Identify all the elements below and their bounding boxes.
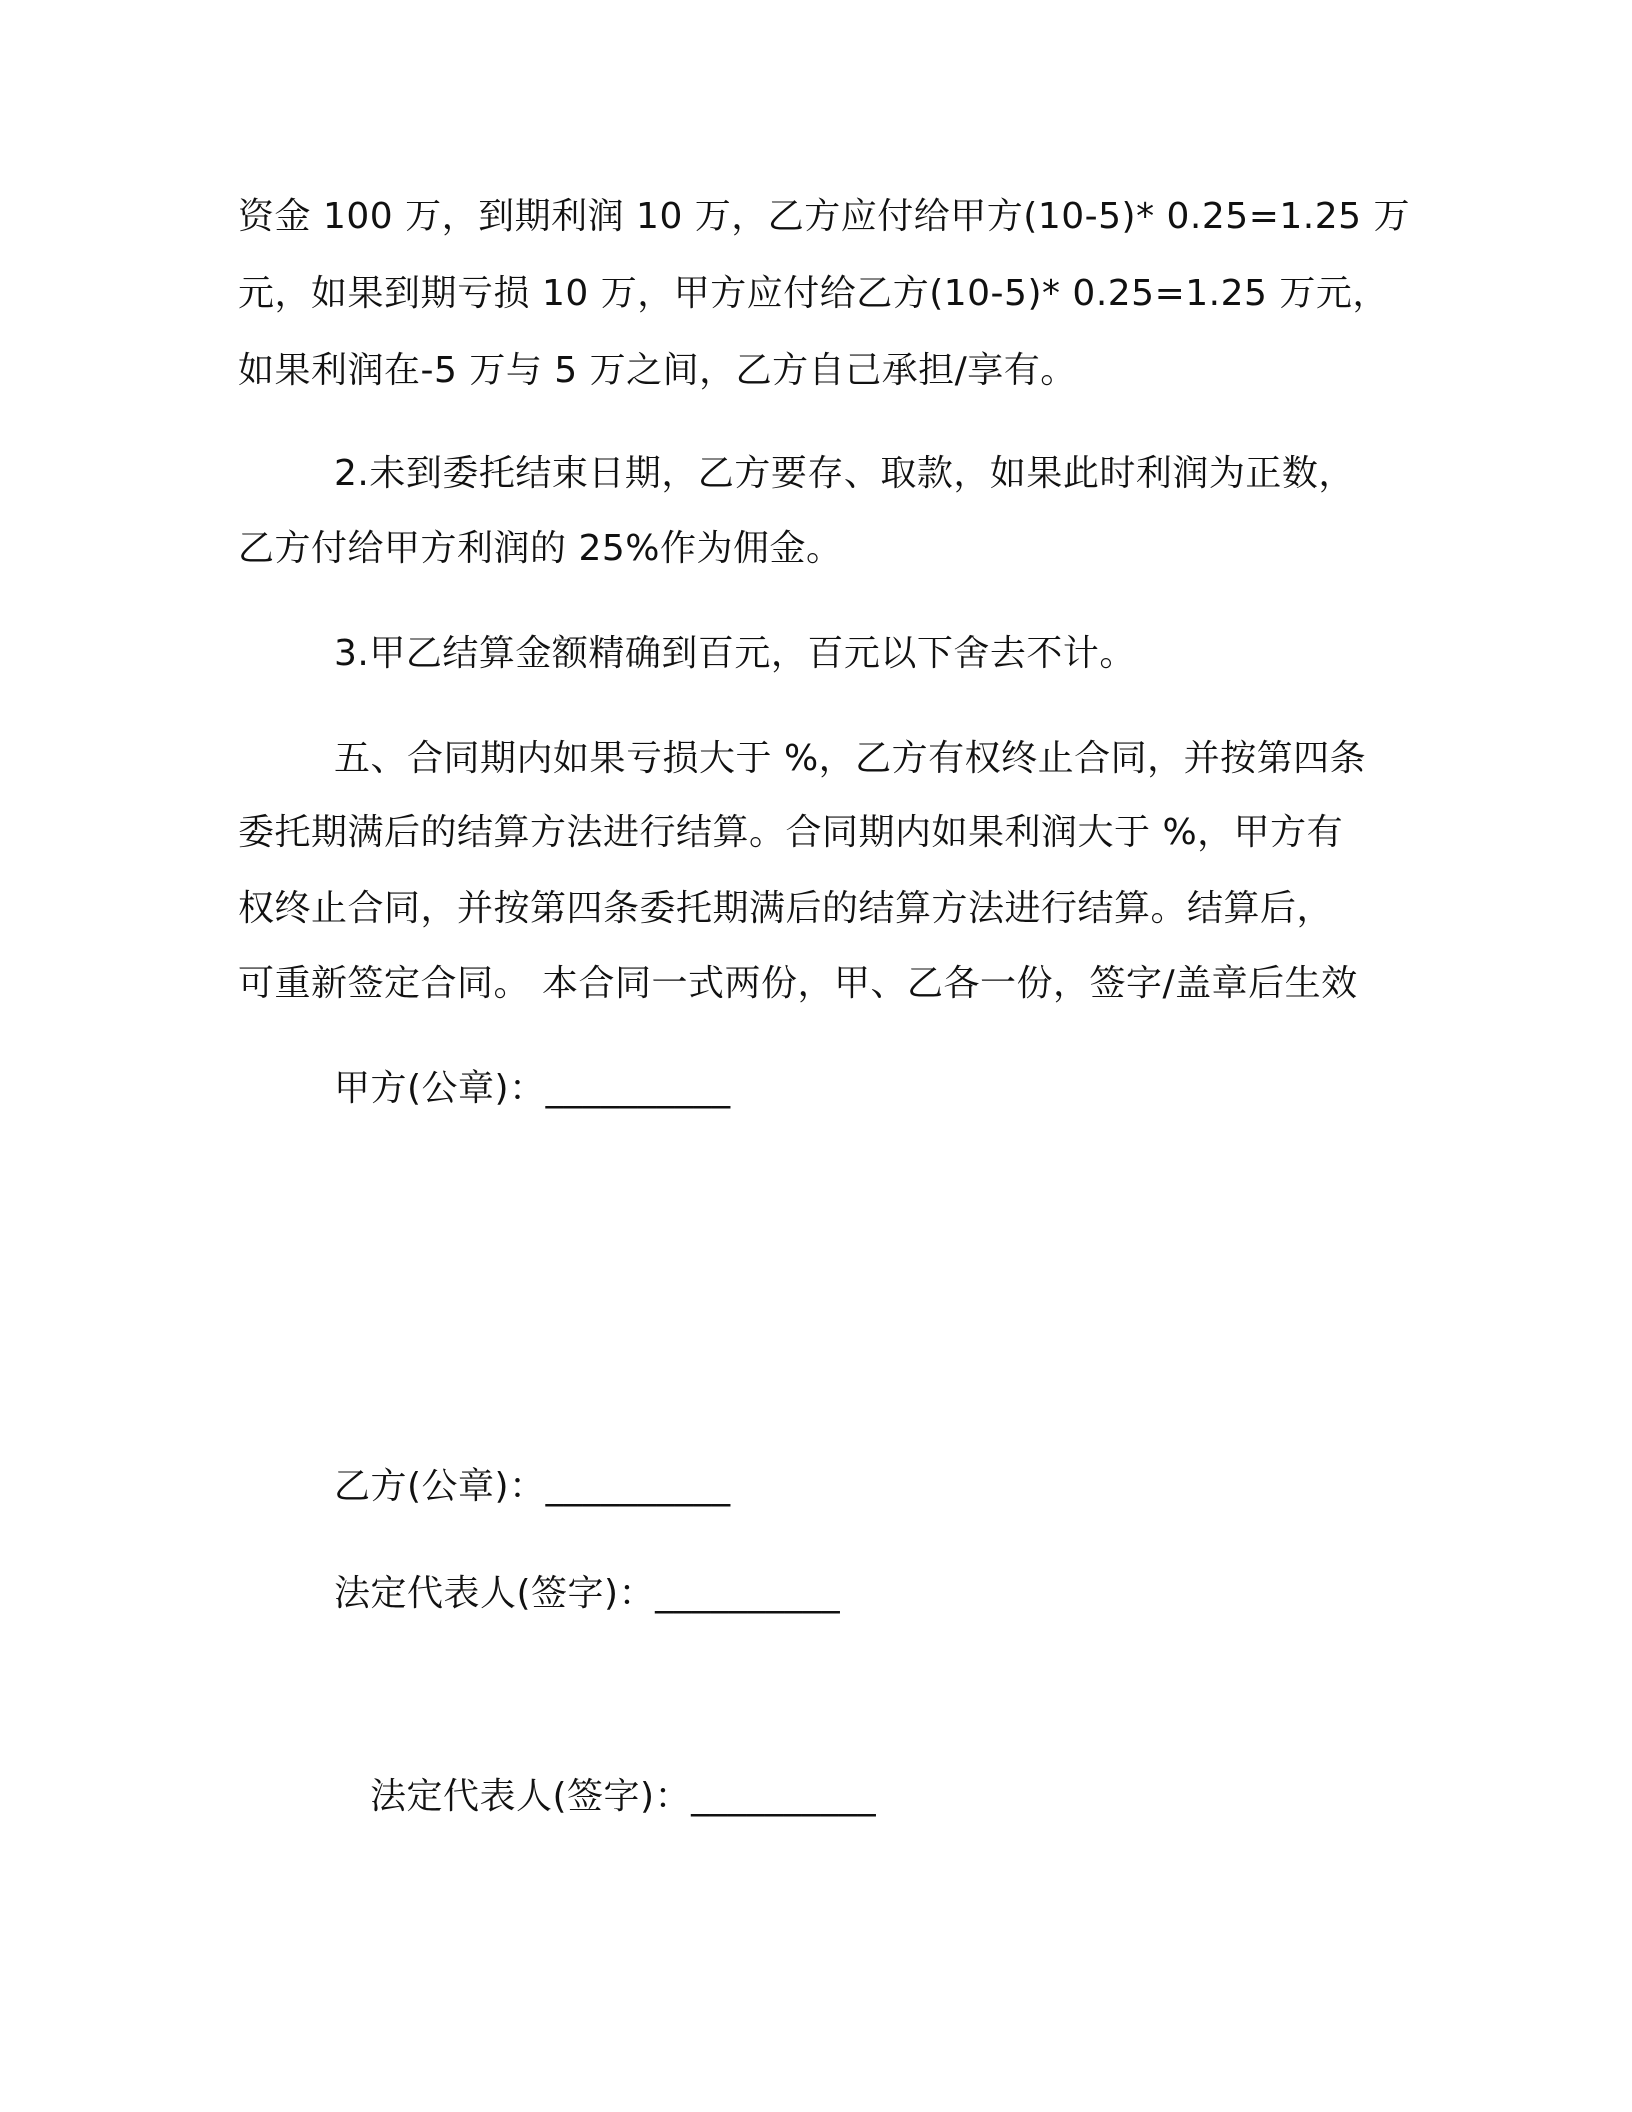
paragraph-3-line-1: 3.甲乙结算金额精确到百元，百元以下舍去不计。 bbox=[334, 633, 1136, 674]
paragraph-2-line-1: 2.未到委托结束日期，乙方要存、取款，如果此时利润为正数， bbox=[334, 453, 1355, 494]
paragraph-1-line-2: 元，如果到期亏损 10 万，甲方应付给乙方(10-5)* 0.25=1.25 万元， bbox=[238, 273, 1389, 314]
paragraph-4-line-4: 可重新签定合同。 本合同一式两份，甲、乙各一份，签字/盖章后生效 bbox=[238, 963, 1358, 1004]
paragraph-2-line-2: 乙方付给甲方利润的 25%作为佣金。 bbox=[238, 528, 843, 569]
party-b-seal-line: 乙方(公章)：__________ bbox=[334, 1466, 731, 1507]
paragraph-4-line-2: 委托期满后的结算方法进行结算。合同期内如果利润大于 %，甲方有 bbox=[238, 812, 1344, 853]
paragraph-1-line-3: 如果利润在-5 万与 5 万之间，乙方自己承担/享有。 bbox=[238, 350, 1077, 391]
party-a-seal-line: 甲方(公章)：__________ bbox=[334, 1068, 731, 1109]
paragraph-1-line-1: 资金 100 万，到期利润 10 万，乙方应付给甲方(10-5)* 0.25=1.25 万 bbox=[238, 196, 1410, 237]
legal-representative-signature-line-2: 法定代表人(签字)：__________ bbox=[370, 1776, 877, 1817]
paragraph-4-line-3: 权终止合同，并按第四条委托期满后的结算方法进行结算。结算后， bbox=[238, 888, 1334, 929]
paragraph-4-line-1: 五、合同期内如果亏损大于 %，乙方有权终止合同，并按第四条 bbox=[334, 738, 1367, 779]
legal-representative-signature-line-1: 法定代表人(签字)：__________ bbox=[334, 1573, 841, 1614]
